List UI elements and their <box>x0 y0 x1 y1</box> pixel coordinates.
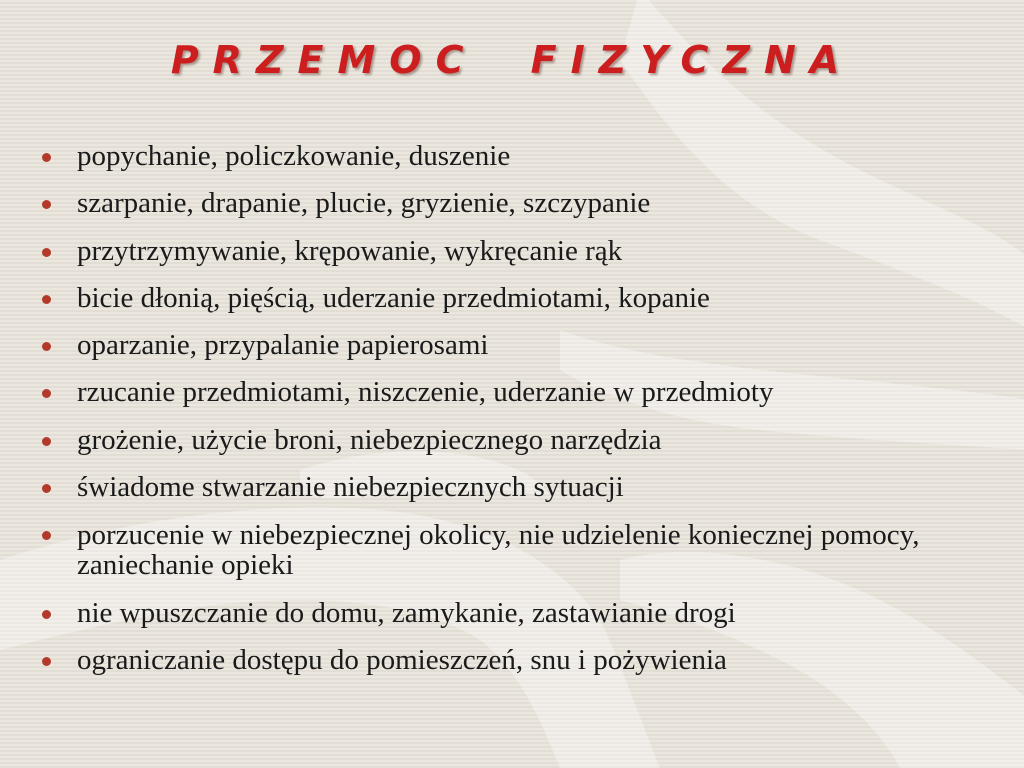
bullet-icon <box>42 610 51 619</box>
list-item <box>40 189 1010 218</box>
list-item <box>40 473 1010 502</box>
bullet-icon <box>42 200 51 209</box>
list-item-text: rzucanie przedmiotami, niszczenie, uderzanie w przedmioty <box>77 376 774 409</box>
list-item <box>40 378 1010 407</box>
list-item-text: oparzanie, przypalanie papierosami <box>77 329 489 362</box>
bullet-icon <box>42 153 51 162</box>
list-item-text: przytrzymywanie, krępowanie, wykręcanie rąk <box>77 234 623 267</box>
list-item-text: grożenie, użycie broni, niebezpiecznego narzędzia <box>77 423 662 456</box>
list-item-text: ograniczanie dostępu do pomieszczeń, snu i pożywienia <box>77 643 727 676</box>
bullet-icon <box>42 342 51 351</box>
bullet-icon <box>42 389 51 398</box>
list-item-text: nie wpuszczanie do domu, zamykanie, zastawianie drogi <box>77 596 736 629</box>
bullet-icon <box>42 248 51 257</box>
list-item-text: porzucenie w niebezpiecznej okolicy, nie udzielenie koniecznej pomocy, zaniechanie opieki <box>77 519 920 582</box>
list-item <box>40 331 1010 360</box>
list-item-text: szarpanie, drapanie, plucie, gryzienie, szczypanie <box>77 187 651 220</box>
bullet-icon <box>42 437 51 446</box>
slide-title: PRZEMOC FIZYCZNA <box>170 38 854 82</box>
list-item-text: popychanie, policzkowanie, duszenie <box>77 140 511 172</box>
list-item-text: świadome stwarzanie niebezpiecznych sytuacji <box>77 471 624 504</box>
bullet-icon <box>42 657 51 666</box>
bullet-icon <box>42 531 51 540</box>
list-item <box>40 142 1010 171</box>
bullet-list <box>40 142 1010 693</box>
list-item <box>40 281 1010 314</box>
list-item <box>40 596 1010 629</box>
list-item <box>40 234 1010 267</box>
list-item <box>40 643 1010 676</box>
list-item-text: bicie dłonią, pięścią, uderzanie przedmiotami, kopanie <box>77 281 710 314</box>
list-item <box>40 520 1010 580</box>
list-item <box>40 423 1010 456</box>
bullet-icon <box>42 295 51 304</box>
bullet-icon <box>42 484 51 493</box>
